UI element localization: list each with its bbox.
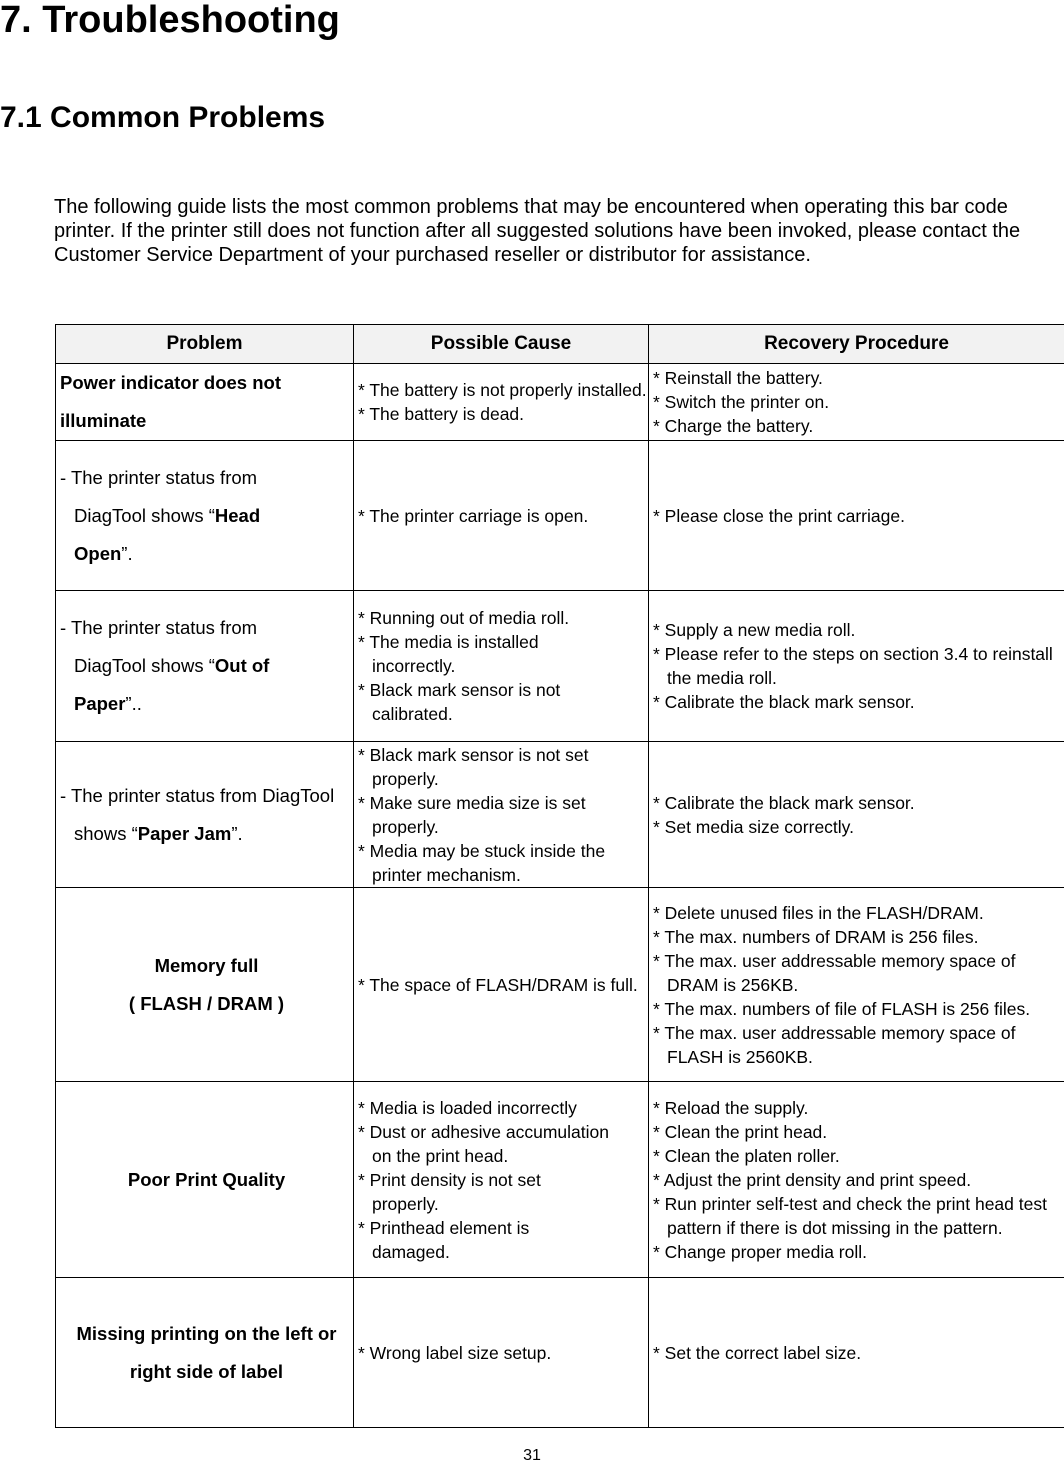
procedure-item: * Clean the platen roller. bbox=[653, 1145, 840, 1166]
procedure-item: * Clean the print head. bbox=[653, 1121, 828, 1142]
problem-text: Power indicator does not illuminate bbox=[60, 372, 281, 431]
cause-item: * The space of FLASH/DRAM is full. bbox=[358, 974, 638, 995]
procedure-item: * Delete unused files in the FLASH/DRAM. bbox=[653, 902, 984, 923]
cause-cell bbox=[354, 1278, 649, 1428]
subsection-heading: 7.1 Common Problems bbox=[0, 101, 326, 134]
procedure-item: * The max. numbers of file of FLASH is 256 files. bbox=[653, 998, 1031, 1019]
procedure-cell bbox=[649, 1278, 1064, 1428]
table-header-row bbox=[56, 325, 1064, 364]
table-row bbox=[56, 888, 1064, 1082]
cause-cell bbox=[354, 441, 649, 591]
procedure-item: * Run printer self-test and check the print head test pattern if there is dot missing in the pattern. bbox=[653, 1193, 1047, 1238]
table-row bbox=[56, 591, 1064, 742]
procedure-item: * Calibrate the black mark sensor. bbox=[653, 692, 915, 712]
procedure-item: * Please refer to the steps on section 3.4 to reinstall the media roll. bbox=[653, 644, 1053, 688]
problem-text: Memory full bbox=[154, 954, 259, 976]
cause-item: * Wrong label size setup. bbox=[358, 1342, 552, 1363]
procedure-item: * Please close the print carriage. bbox=[653, 505, 905, 526]
column-header-cause: Possible Cause bbox=[354, 325, 649, 364]
procedure-item: * Set the correct label size. bbox=[653, 1342, 862, 1363]
cause-item: * Media may be stuck inside the printer mechanism. bbox=[358, 840, 606, 885]
table-row bbox=[56, 441, 1064, 591]
problem-suffix: ”.. bbox=[125, 693, 142, 714]
cause-item: * The media is installed incorrectly. bbox=[358, 632, 539, 676]
procedure-item: * Switch the printer on. bbox=[653, 392, 830, 412]
procedure-cell bbox=[649, 441, 1064, 591]
cause-item: * The battery is not properly installed. bbox=[358, 380, 647, 400]
intro-paragraph: The following guide lists the most common problems that may be encountered when operating this bar code printer. If the printer still does not function after all suggested solutions have been invoked, please contact the Customer Service Department of your purchased reseller or distributor for assistance. bbox=[54, 196, 1021, 266]
problem-status: Out of Paper bbox=[74, 655, 270, 714]
table-row bbox=[56, 742, 1064, 888]
problem-text: Poor Print Quality bbox=[127, 1168, 286, 1190]
problem-cell bbox=[56, 742, 354, 888]
procedure-item: * The max. user addressable memory space of FLASH is 2560KB. bbox=[653, 1022, 1016, 1067]
problem-text: - The printer status from DiagTool shows “ bbox=[60, 617, 258, 676]
procedure-item: * Change proper media roll. bbox=[653, 1241, 868, 1262]
procedure-item: * The max. user addressable memory space of DRAM is 256KB. bbox=[653, 950, 1016, 995]
table-row bbox=[56, 1082, 1064, 1278]
problem-subtext: ( FLASH / DRAM ) bbox=[128, 992, 285, 1014]
cause-item: * The battery is dead. bbox=[358, 404, 525, 424]
procedure-item: * Reinstall the battery. bbox=[653, 368, 823, 388]
column-header-problem: Problem bbox=[56, 325, 354, 364]
procedure-item: * The max. numbers of DRAM is 256 files. bbox=[653, 926, 979, 947]
problem-cell bbox=[56, 441, 354, 591]
table-row bbox=[56, 1278, 1064, 1428]
procedure-cell bbox=[649, 742, 1064, 888]
column-header-procedure: Recovery Procedure bbox=[649, 325, 1064, 364]
procedure-item: * Set media size correctly. bbox=[653, 816, 854, 837]
cause-cell bbox=[354, 364, 649, 441]
procedure-cell bbox=[649, 1082, 1064, 1278]
cause-cell bbox=[354, 1082, 649, 1278]
procedure-item: * Calibrate the black mark sensor. bbox=[653, 792, 915, 813]
cause-item: * Make sure media size is set properly. bbox=[358, 792, 586, 837]
procedure-cell bbox=[649, 364, 1064, 441]
cause-item: * Print density is not set properly. bbox=[358, 1169, 541, 1214]
page-number: 31 bbox=[523, 1447, 541, 1464]
problem-text: - The printer status from DiagTool shows “ bbox=[60, 466, 258, 526]
problem-cell bbox=[56, 364, 354, 441]
problem-cell bbox=[56, 1278, 354, 1428]
cause-cell bbox=[354, 888, 649, 1082]
cause-item: * Running out of media roll. bbox=[358, 608, 570, 628]
problem-suffix: ”. bbox=[121, 542, 133, 564]
procedure-cell bbox=[649, 888, 1064, 1082]
problem-text: - The printer status from DiagTool shows “ bbox=[60, 784, 335, 844]
cause-item: * The printer carriage is open. bbox=[358, 505, 589, 526]
procedure-item: * Adjust the print density and print speed. bbox=[653, 1169, 972, 1190]
section-heading: 7. Troubleshooting bbox=[0, 0, 340, 41]
cause-item: * Black mark sensor is not set properly. bbox=[358, 744, 589, 789]
cause-item: * Printhead element is damaged. bbox=[358, 1217, 530, 1262]
cause-item: * Media is loaded incorrectly bbox=[358, 1097, 577, 1118]
table-row bbox=[56, 364, 1064, 441]
problem-text: Missing printing on the left or right side of label bbox=[76, 1322, 337, 1382]
cause-item: * Dust or adhesive accumulation on the print head. bbox=[358, 1121, 609, 1166]
procedure-item: * Reload the supply. bbox=[653, 1097, 809, 1118]
procedure-item: * Supply a new media roll. bbox=[653, 620, 856, 640]
cause-item: * Black mark sensor is not calibrated. bbox=[358, 680, 561, 724]
cause-cell bbox=[354, 742, 649, 888]
problem-cell bbox=[56, 1082, 354, 1278]
problem-suffix: ”. bbox=[231, 822, 243, 844]
cause-cell bbox=[354, 591, 649, 742]
troubleshooting-table bbox=[55, 324, 1064, 1428]
problem-status: Paper Jam bbox=[137, 822, 232, 844]
problem-cell bbox=[56, 888, 354, 1082]
problem-cell bbox=[56, 591, 354, 742]
problem-status: Head Open bbox=[74, 504, 261, 564]
procedure-cell bbox=[649, 591, 1064, 742]
procedure-item: * Charge the battery. bbox=[653, 416, 814, 436]
